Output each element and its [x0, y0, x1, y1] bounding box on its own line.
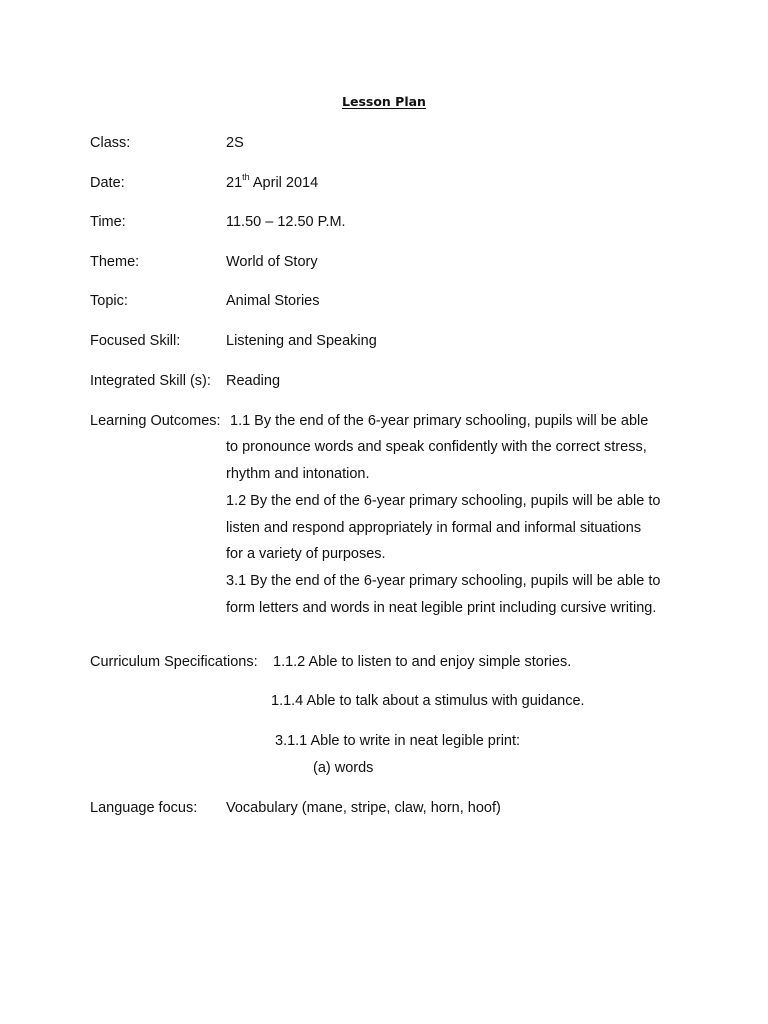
learning-outcome-line: to pronounce words and speak confidently with the correct stress,	[226, 439, 647, 455]
learning-outcome-line: listen and respond appropriately in formal and informal situations	[226, 520, 642, 536]
learning-outcome-line: form letters and words in neat legible print including cursive writing.	[226, 600, 657, 616]
language-focus-value: Vocabulary (mane, stripe, claw, horn, hoof)	[226, 800, 501, 816]
curriculum-spec-item: 3.1.1 Able to write in neat legible print:	[275, 733, 521, 749]
theme-value: World of Story	[226, 254, 318, 270]
date-value	[226, 174, 318, 192]
learning-outcome-line: 1.2 By the end of the 6-year primary schooling, pupils will be able to	[226, 493, 661, 509]
curriculum-spec-item: 1.1.2 Able to listen to and enjoy simple stories.	[273, 654, 572, 670]
integrated-skill-label: Integrated Skill (s):	[90, 373, 211, 389]
learning-outcome-line: 3.1 By the end of the 6-year primary schooling, pupils will be able to	[226, 573, 661, 589]
learning-outcome-line: for a variety of purposes.	[226, 546, 386, 562]
date-day-suffix: th	[242, 172, 250, 183]
date-rest: April 2014	[249, 175, 319, 191]
class-label: Class:	[90, 135, 131, 151]
focused-skill-label: Focused Skill:	[90, 333, 181, 349]
time-value: 11.50 – 12.50 P.M.	[226, 214, 346, 230]
focused-skill-value: Listening and Speaking	[226, 333, 377, 349]
curriculum-specifications-label: Curriculum Specifications:	[90, 654, 258, 670]
theme-label: Theme:	[90, 254, 140, 270]
integrated-skill-value: Reading	[226, 373, 281, 389]
learning-outcome-line: 1.1 By the end of the 6-year primary schooling, pupils will be able	[230, 413, 649, 429]
topic-value: Animal Stories	[226, 293, 320, 309]
document-title: Lesson Plan	[342, 94, 426, 109]
time-label: Time:	[90, 214, 126, 230]
date-day: 21	[226, 175, 243, 191]
class-value: 2S	[226, 135, 244, 151]
language-focus-label: Language focus:	[90, 800, 198, 816]
date-label: Date:	[90, 175, 125, 191]
learning-outcomes-label: Learning Outcomes:	[90, 413, 221, 429]
curriculum-spec-subitem: (a) words	[313, 760, 374, 776]
curriculum-spec-item: 1.1.4 Able to talk about a stimulus with guidance.	[271, 693, 585, 709]
learning-outcome-line: rhythm and intonation.	[226, 466, 370, 482]
topic-label: Topic:	[90, 293, 128, 309]
